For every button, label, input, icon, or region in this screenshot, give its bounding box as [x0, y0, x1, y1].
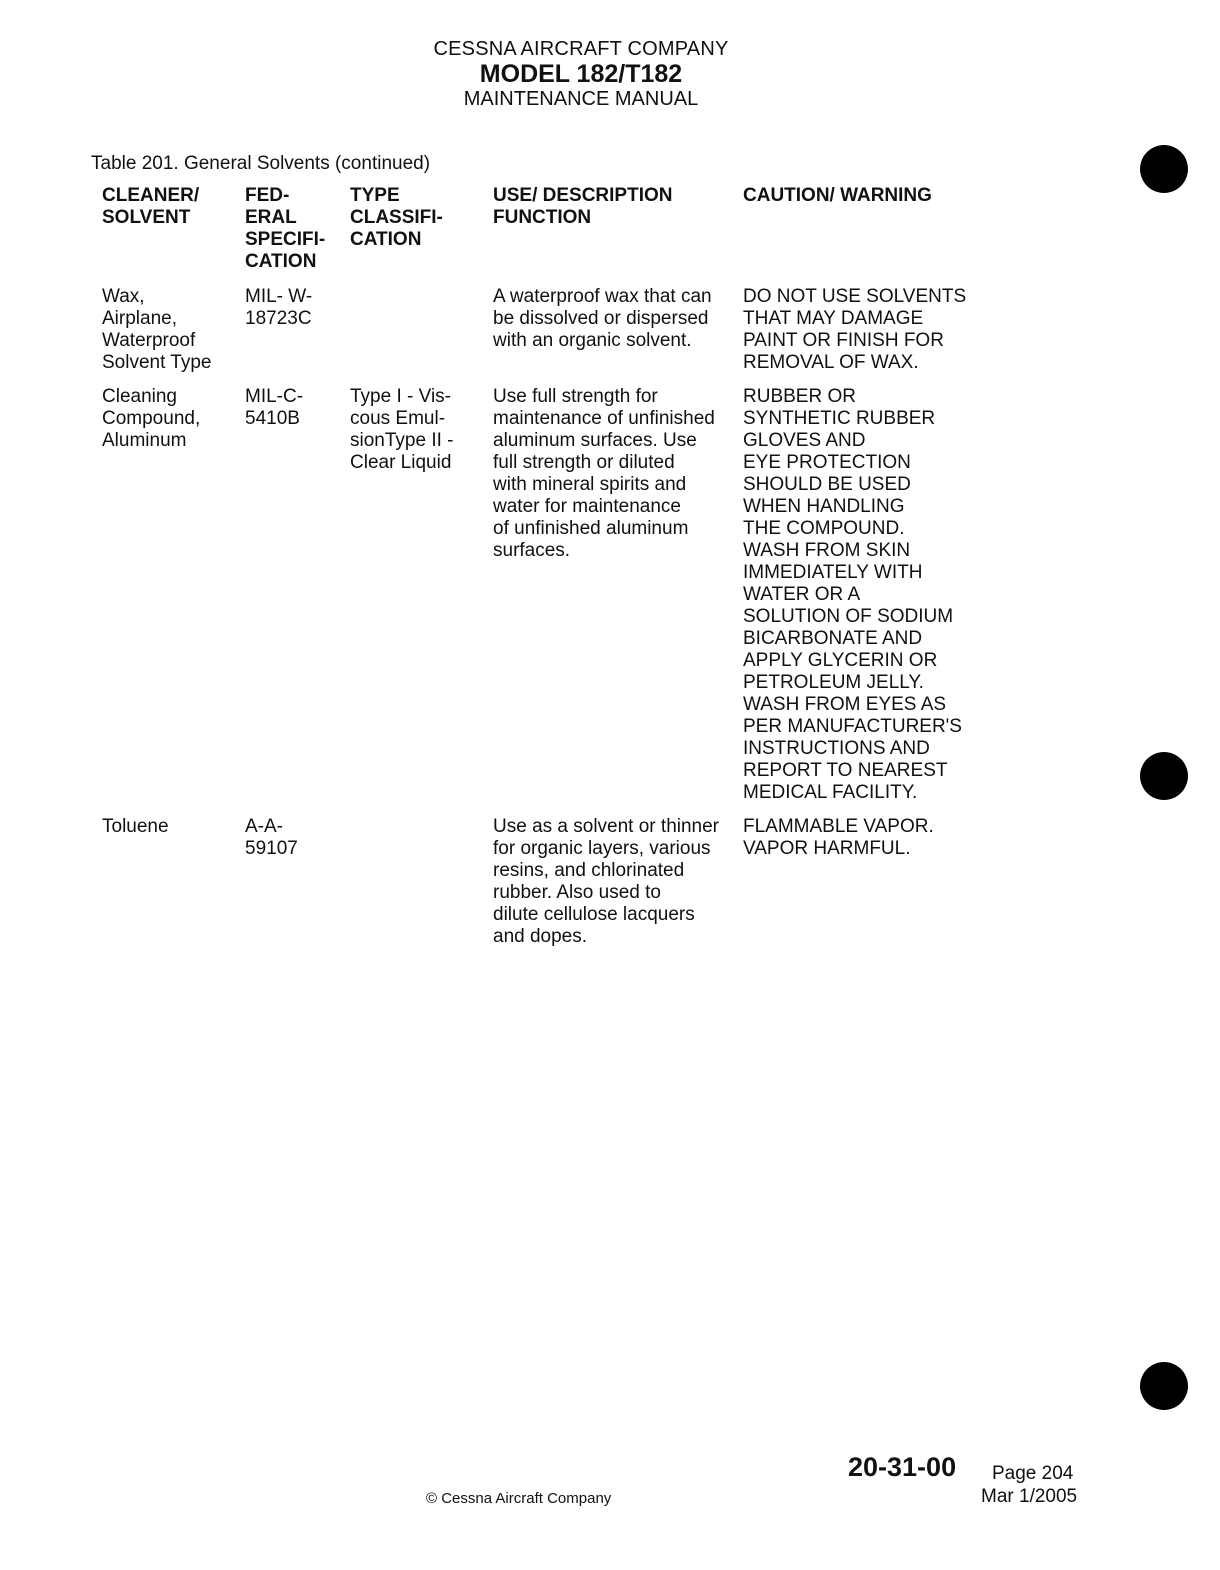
header-type	[350, 185, 485, 251]
cell-line: A waterproof wax that can	[493, 286, 712, 307]
header-cleaner	[102, 185, 237, 229]
cell-line: VAPOR HARMFUL.	[743, 838, 911, 859]
row-1-caution	[743, 386, 993, 804]
cell-line: MIL- W-	[245, 286, 313, 307]
cell-line: MIL-C-	[245, 386, 304, 407]
cell-line: WASH FROM EYES AS	[743, 694, 947, 715]
cell-line: 5410B	[245, 408, 300, 429]
cell-line: USE/ DESCRIPTION	[493, 185, 673, 206]
model-title: MODEL 182/T182	[479, 60, 683, 89]
table-caption: Table 201. General Solvents (continued)	[91, 153, 431, 174]
header-use	[493, 185, 738, 229]
header-federal	[245, 185, 345, 273]
cell-line: Use as a solvent or thinner	[493, 816, 720, 837]
cell-line: SOLVENT	[102, 207, 191, 228]
cell-line: THAT MAY DAMAGE	[743, 308, 924, 329]
cell-line: RUBBER OR	[743, 386, 856, 407]
binder-hole-icon	[1140, 752, 1188, 800]
cell-line: MEDICAL FACILITY.	[743, 782, 918, 803]
row-1-type	[350, 386, 485, 474]
company-name: CESSNA AIRCRAFT COMPANY	[433, 38, 729, 60]
cell-line: aluminum surfaces. Use	[493, 430, 697, 451]
revision-date: Mar 1/2005	[981, 1486, 1078, 1507]
cell-line: with an organic solvent.	[493, 330, 692, 351]
cell-line: Airplane,	[102, 308, 177, 329]
manual-title: MAINTENANCE MANUAL	[463, 88, 699, 111]
cell-line: FED-	[245, 185, 290, 206]
cell-line: Use full strength for	[493, 386, 658, 407]
cell-line: Aluminum	[102, 430, 187, 451]
row-0-cleaner	[102, 286, 237, 374]
cell-line: WASH FROM SKIN	[743, 540, 911, 561]
cell-line: CLEANER/	[102, 185, 200, 206]
cell-line: PETROLEUM JELLY.	[743, 672, 924, 693]
cell-line: with mineral spirits and	[493, 474, 687, 495]
cell-line: REPORT TO NEAREST	[743, 760, 948, 781]
cell-line: SOLUTION OF SODIUM	[743, 606, 954, 627]
cell-line: WATER OR A	[743, 584, 861, 605]
page-number: Page 204	[992, 1463, 1074, 1484]
cell-line: of unfinished aluminum	[493, 518, 689, 539]
cell-line: Type I - Vis-	[350, 386, 452, 407]
row-2-use	[493, 816, 738, 948]
copyright: © Cessna Aircraft Company	[426, 1490, 612, 1507]
cell-line: BICARBONATE AND	[743, 628, 923, 649]
cell-line: CATION	[245, 251, 317, 272]
cell-line: 59107	[245, 838, 298, 859]
cell-line: ERAL	[245, 207, 297, 228]
cell-line: INSTRUCTIONS AND	[743, 738, 930, 759]
cell-line: PER MANUFACTURER'S	[743, 716, 962, 737]
cell-line: Cleaning	[102, 386, 177, 407]
cell-line: REMOVAL OF WAX.	[743, 352, 919, 373]
binder-hole-icon	[1140, 1362, 1188, 1410]
row-2-cleaner	[102, 816, 237, 838]
row-2-federal	[245, 816, 345, 860]
cell-line: CATION	[350, 229, 422, 250]
cell-line: SPECIFI-	[245, 229, 326, 250]
cell-line: EYE PROTECTION	[743, 452, 911, 473]
cell-line: cous Emul-	[350, 408, 446, 429]
row-0-federal	[245, 286, 345, 330]
cell-line: PAINT OR FINISH FOR	[743, 330, 944, 351]
cell-line: sionType II -	[350, 430, 454, 451]
cell-line: DO NOT USE SOLVENTS	[743, 286, 967, 307]
section-code: 20-31-00	[848, 1452, 957, 1482]
cell-line: SYNTHETIC RUBBER	[743, 408, 936, 429]
cell-line: FLAMMABLE VAPOR.	[743, 816, 934, 837]
cell-line: water for maintenance	[493, 496, 681, 517]
cell-line: Waterproof	[102, 330, 196, 351]
cell-line: IMMEDIATELY WITH	[743, 562, 923, 583]
cell-line: dilute cellulose lacquers	[493, 904, 695, 925]
row-0-caution	[743, 286, 993, 374]
cell-line: Clear Liquid	[350, 452, 452, 473]
header-caution	[743, 185, 993, 207]
cell-line: CLASSIFI-	[350, 207, 443, 228]
cell-line: maintenance of unfinished	[493, 408, 715, 429]
row-1-cleaner	[102, 386, 237, 452]
cell-line: Wax,	[102, 286, 145, 307]
row-0-use	[493, 286, 738, 352]
cell-line: be dissolved or dispersed	[493, 308, 709, 329]
cell-line: THE COMPOUND.	[743, 518, 905, 539]
cell-line: TYPE	[350, 185, 400, 206]
page-header	[0, 38, 1162, 111]
cell-line: A-A-	[245, 816, 283, 837]
row-1-federal	[245, 386, 345, 430]
cell-line: FUNCTION	[493, 207, 592, 228]
cell-line: Compound,	[102, 408, 201, 429]
cell-line: 18723C	[245, 308, 312, 329]
cell-line: WHEN HANDLING	[743, 496, 905, 517]
cell-line: for organic layers, various	[493, 838, 711, 859]
row-2-caution	[743, 816, 993, 860]
binder-hole-icon	[1140, 145, 1188, 193]
cell-line: CAUTION/ WARNING	[743, 185, 932, 206]
cell-line: full strength or diluted	[493, 452, 675, 473]
cell-line: Solvent Type	[102, 352, 212, 373]
cell-line: rubber. Also used to	[493, 882, 661, 903]
cell-line: resins, and chlorinated	[493, 860, 685, 881]
cell-line: GLOVES AND	[743, 430, 866, 451]
cell-line: Toluene	[102, 816, 169, 837]
cell-line: and dopes.	[493, 926, 588, 947]
cell-line: SHOULD BE USED	[743, 474, 911, 495]
cell-line: APPLY GLYCERIN OR	[743, 650, 938, 671]
cell-line: surfaces.	[493, 540, 571, 561]
row-1-use	[493, 386, 738, 562]
